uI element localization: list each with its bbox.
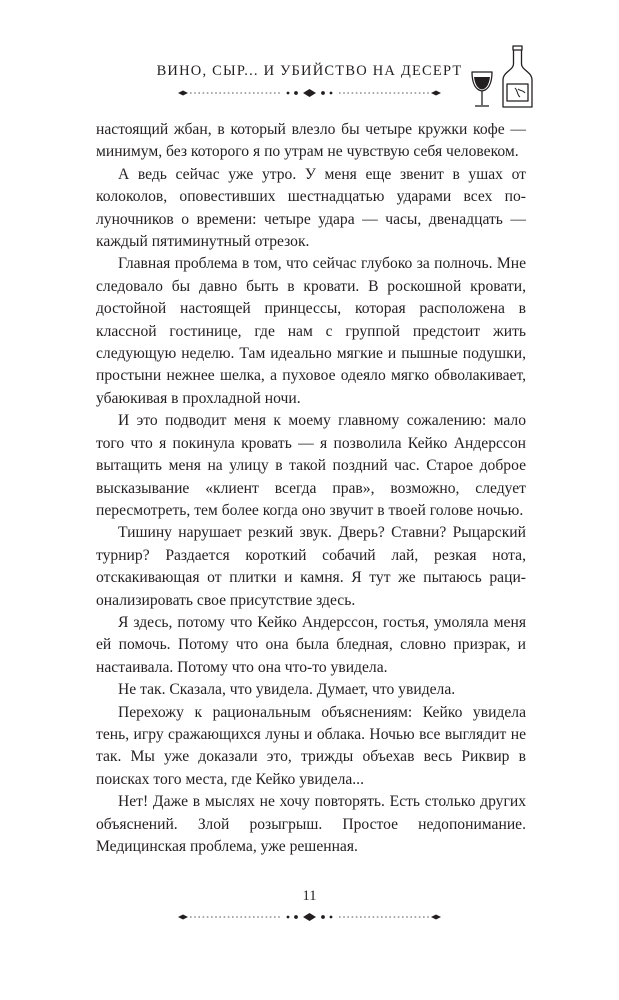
paragraph: Я здесь, потому что Кейко Андерссон, гостья, умоляла меня ей помочь. Потому что она была бледная, словно призрак, и настаивала. Потому что она что-то увидела.	[96, 613, 526, 676]
running-title: ВИНО, СЫР... И УБИЙСТВО НА ДЕСЕРТ	[156, 63, 463, 79]
wine-bottle-and-glass-icon	[468, 44, 542, 110]
paragraph: Тишину нарушает резкий звук. Дверь? Ставни? Рыцарский турнир? Раздается короткий собачий лай, резкая нота, отскакивающая от плитки и камня. Я тут же пытаюсь рационализировать свое присутствие здесь.	[96, 524, 526, 609]
body-text	[96, 119, 526, 858]
page-number: 11	[302, 888, 317, 904]
paragraph: Не так. Сказала, что увидела. Думает, что увидела.	[118, 681, 456, 699]
paragraph: А ведь сейчас уже утро. У меня еще звенит в ушах от колоколов, оповестивших шестнадцатью ударами всех полуночников о времени: четыре удара — часы, двенадцать — каждый пятиминутный отрезок.	[96, 165, 526, 251]
paragraph: И это подводит меня к моему главному сожалению: мало того что я покинула кровать — я позволила Кейко Андерссон вытащить меня на улицу в такой поздний час. Старое доброе высказывание «клиент всегда прав», возможно, следует пересмотреть, тем более когда оно звучит в твоей голове ночью.	[96, 412, 526, 519]
header-ornament-divider	[176, 88, 443, 98]
paragraph: Нет! Даже в мыслях не хочу повторять. Есть столько других объяснений. Злой розыгрыш. Простое недопонимание. Медицинская проблема, уже решенная.	[96, 793, 526, 855]
paragraph: Перехожу к рациональным объяснениям: Кейко увидела тень, игру сражающихся луны и облака. Ночью все выглядит не так. Мы уже доказали это, трижды объехав весь Риквир в поисках того места, где Кейко увидела...	[96, 703, 526, 788]
paragraph: Главная проблема в том, что сейчас глубоко за полночь. Мне следовало бы давно быть в кровати. В роскошной кровати, достойной настоящей принцессы, которая расположена в классной гостинице, где нам с группой предстоит жить следующую неделю. Там идеально мягкие и пышные подушки, простыни нежнее шелка, а пуховое одеяло мягко обволакивает, убаюкивая в прохладной ночи.	[96, 255, 526, 407]
footer-ornament-divider	[176, 912, 443, 922]
paragraph: настоящий жбан, в который влезло бы четыре кружки кофе — минимум, без которого я по утрам не чувствую себя человеком.	[96, 121, 526, 161]
